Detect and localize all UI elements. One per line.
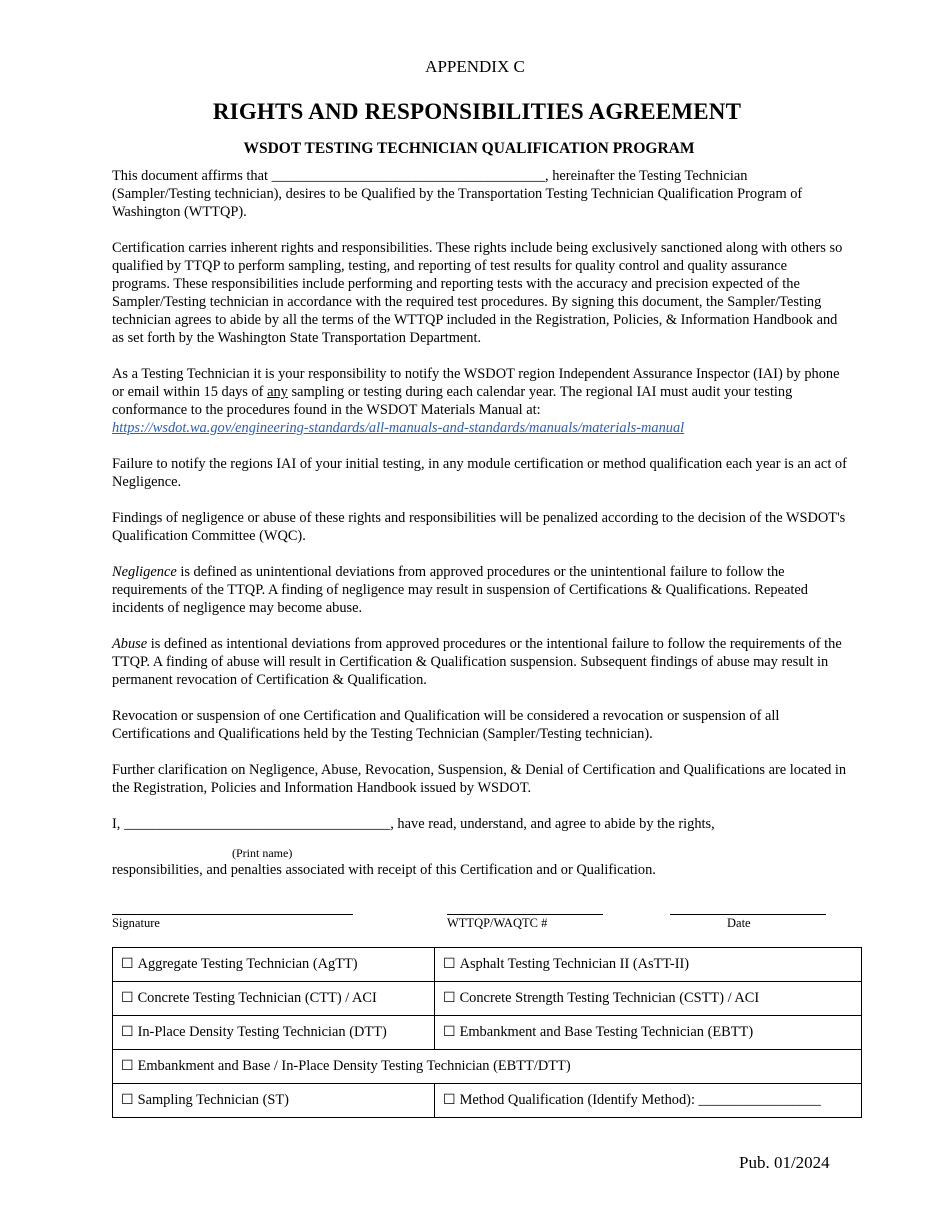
agreement-body: [112, 167, 847, 833]
notify-text-end: sampling or testing during each calendar year. The regional IAI must audit your testing conformance to the procedures found in the WSDOT Materials Manual at:: [112, 384, 793, 418]
cert-cell-dtt[interactable]: [113, 1016, 435, 1050]
cert-label: Method Qualification (Identify Method): _________________: [459, 1092, 821, 1108]
checkbox-icon[interactable]: ☐: [121, 1093, 134, 1108]
checkbox-icon[interactable]: ☐: [121, 1059, 134, 1074]
cert-cell-ebtt-dtt[interactable]: [113, 1050, 862, 1084]
table-row: [113, 948, 862, 982]
paragraph-negligence: [112, 563, 847, 617]
appendix-label: APPENDIX C: [425, 57, 525, 76]
page-subtitle: WSDOT TESTING TECHNICIAN QUALIFICATION PROGRAM: [243, 140, 695, 157]
notify-emphasis: any: [267, 384, 288, 400]
paragraph-clarification: Further clarification on Negligence, Abuse, Revocation, Suspension, & Denial of Certification and Qualifications are located in the Registration, Policies and Information Handbook issued by WSDOT.: [112, 762, 847, 796]
cert-label: Concrete Testing Technician (CTT) / ACI: [137, 990, 377, 1006]
paragraph-rights: Certification carries inherent rights and responsibilities. These rights include being exclusively sanctioned along with others so qualified by TTQP to perform sampling, testing, and reporting of test results for quality control and quality assurance programs. These responsibilities include performing and reporting tests with the accuracy and precision expected of the Sampler/Testing technician in accordance with the required test procedures. By signing this document, the Sampler/Testing technician agrees to abide by all the terms of the WTTQP included in the Registration, Policies, & Information Handbook and as set forth by the Washington State Transportation Department.: [112, 240, 843, 346]
table-row: [113, 1050, 862, 1084]
cert-label: In-Place Density Testing Technician (DTT): [137, 1024, 387, 1040]
cert-cell-ctt[interactable]: [113, 982, 435, 1016]
negligence-term: Negligence: [112, 564, 177, 580]
cert-label: Asphalt Testing Technician II (AsTT-II): [459, 956, 690, 972]
acknowledgement-text-end: , have read, understand, and agree to abide by the rights,: [390, 816, 715, 832]
cert-cell-method[interactable]: [435, 1084, 862, 1118]
publication-number: Pub. 01/2024: [739, 1153, 830, 1172]
cert-label: Embankment and Base / In-Place Density Testing Technician (EBTT/DTT): [137, 1058, 571, 1074]
checkbox-icon[interactable]: ☐: [121, 991, 134, 1006]
checkbox-icon[interactable]: ☐: [443, 1025, 456, 1040]
paragraph-affirmation: [112, 167, 847, 221]
cert-label: Concrete Strength Testing Technician (CSTT) / ACI: [459, 990, 760, 1006]
cert-label: Embankment and Base Testing Technician (EBTT): [459, 1024, 754, 1040]
abuse-definition: is defined as intentional deviations from approved procedures or the intentional failure to follow the requirements of the TTQP. A finding of abuse will result in Certification & Qualification suspension. Subsequent findings of abuse may result in permanent revocation of Certification & Qualification.: [112, 636, 842, 688]
checkbox-icon[interactable]: ☐: [121, 957, 134, 972]
page-title: RIGHTS AND RESPONSIBILITIES AGREEMENT: [212, 99, 742, 124]
acknowledgement-continuation: responsibilities, and penalties associated with receipt of this Certification and or Qualification.: [112, 862, 656, 878]
signature-label: Signature: [112, 916, 160, 930]
table-row: [113, 1016, 862, 1050]
wttqp-number-line[interactable]: [447, 914, 603, 915]
paragraph-abuse: [112, 635, 847, 689]
checkbox-icon[interactable]: ☐: [443, 991, 456, 1006]
cert-cell-astt[interactable]: [435, 948, 862, 982]
checkbox-icon[interactable]: ☐: [121, 1025, 134, 1040]
negligence-definition: is defined as unintentional deviations from approved procedures or the unintentional failure to follow the requirements of the TTQP. A finding of negligence may result in suspension of Certifications & Qualifications. Repeated incidents of negligence may become abuse.: [112, 564, 808, 616]
checkbox-icon[interactable]: ☐: [443, 1093, 456, 1108]
paragraph-notify: [112, 365, 847, 437]
acknowledgement-line: [112, 815, 847, 833]
date-label: Date: [727, 916, 751, 930]
cert-cell-cstt[interactable]: [435, 982, 862, 1016]
print-name-label: (Print name): [232, 846, 293, 860]
paragraph-revocation: Revocation or suspension of one Certification and Qualification will be considered a revocation or suspension of all Certifications and Qualifications held by the Testing Technician (Sampler/Testing technician).: [112, 708, 780, 742]
cert-cell-ebtt[interactable]: [435, 1016, 862, 1050]
paragraph-failure: Failure to notify the regions IAI of your initial testing, in any module certification or method qualification each year is an act of Negligence.: [112, 456, 847, 490]
certification-table: [112, 947, 862, 1118]
materials-manual-link[interactable]: https://wsdot.wa.gov/engineering-standards/all-manuals-and-standards/manuals/materials-manual: [112, 420, 685, 436]
abuse-term: Abuse: [112, 636, 148, 652]
checkbox-icon[interactable]: ☐: [443, 957, 456, 972]
cert-label: Aggregate Testing Technician (AgTT): [137, 956, 358, 972]
wttqp-number-label: WTTQP/WAQTC #: [447, 916, 548, 930]
cert-label: Sampling Technician (ST): [137, 1092, 289, 1108]
date-line[interactable]: [670, 914, 826, 915]
affirmation-text-end: , hereinafter the Testing Technician (Sampler/Testing technician), desires to be Qualified by the Transportation Testing Technician Qualification Program of Washington (WTTQP).: [112, 168, 803, 220]
print-name-blank[interactable]: _____________________________________: [124, 816, 391, 832]
notify-text-start: As a Testing Technician it is your responsibility to notify the WSDOT region Independent Assurance Inspector (IAI) by phone or email within 15 days of: [112, 366, 840, 400]
cert-cell-agtt[interactable]: [113, 948, 435, 982]
acknowledgement-text-start: I,: [112, 816, 124, 832]
table-row: [113, 1084, 862, 1118]
table-row: [113, 982, 862, 1016]
paragraph-findings: Findings of negligence or abuse of these rights and responsibilities will be penalized according to the decision of the WSDOT's Qualification Committee (WQC).: [112, 510, 846, 544]
affirmation-text-start: This document affirms that: [112, 168, 272, 184]
technician-name-blank[interactable]: ______________________________________: [271, 168, 546, 184]
signature-line[interactable]: [112, 914, 353, 915]
cert-cell-st[interactable]: [113, 1084, 435, 1118]
